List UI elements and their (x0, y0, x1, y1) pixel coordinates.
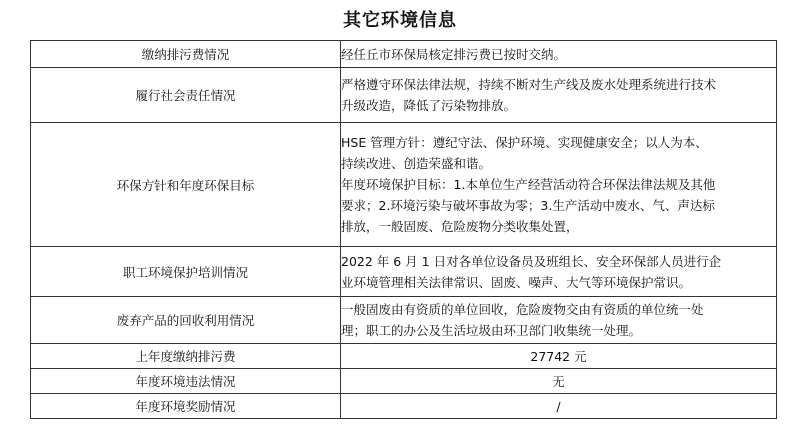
row-value (341, 41, 777, 68)
value-line: 一般固废由有资质的单位回收，危险废物交由有资质的单位统一处 (341, 302, 704, 317)
table-row (31, 394, 777, 419)
row-value (341, 68, 777, 123)
value-line: 排放，一般固废、危险废物分类收集处置， (341, 219, 579, 234)
row-value: 无 (341, 369, 777, 394)
table-row (31, 68, 777, 123)
table-row (31, 369, 777, 394)
value-line: HSE 管理方针：遵纪守法、保护环境、实现健康安全；以人为本、 (341, 135, 708, 150)
table-row (31, 123, 777, 247)
row-label: 废弃产品的回收利用情况 (31, 297, 341, 344)
page-title: 其它环境信息 (343, 10, 457, 31)
row-label: 环保方针和年度环保目标 (31, 123, 341, 247)
row-value (341, 123, 777, 247)
value-line: 要求；2.环境污染与破坏事故为零；3.生产活动中废水、气、声达标 (341, 198, 715, 213)
row-value: 27742 元 (341, 344, 777, 369)
table-row (31, 344, 777, 369)
value-line: 升级改造，降低了污染物排放。 (341, 98, 517, 113)
row-value (341, 297, 777, 344)
table-row (31, 247, 777, 297)
environment-info-table (30, 40, 777, 419)
table-row (31, 41, 777, 68)
row-label: 年度环境奖励情况 (31, 394, 341, 419)
row-label: 缴纳排污费情况 (31, 41, 341, 68)
value-line: 严格遵守环保法律法规，持续不断对生产线及废水处理系统进行技术 (341, 77, 717, 92)
value-line: 年度环境保护目标：1.本单位生产经营活动符合环保法律法规及其他 (341, 177, 716, 192)
table-row (31, 297, 777, 344)
row-value (341, 247, 777, 297)
value-line: 持续改进、创造荣盛和谐。 (341, 156, 492, 171)
row-label: 年度环境违法情况 (31, 369, 341, 394)
value-line: 经任丘市环保局核定排污费已按时交纳。 (341, 46, 567, 62)
row-value: / (341, 394, 777, 419)
row-label: 职工环境保护培训情况 (31, 247, 341, 297)
value-line: 2022 年 6 月 1 日对各单位设备员及班组长、安全环保部人员进行企 (341, 253, 722, 269)
row-label: 上年度缴纳排污费 (31, 344, 341, 369)
value-line: 理；职工的办公及生活垃圾由环卫部门收集统一处理。 (341, 323, 642, 338)
row-label: 履行社会责任情况 (31, 68, 341, 123)
value-line: 业环境管理相关法律常识、固废、噪声、大气等环境保护常识。 (341, 274, 692, 290)
